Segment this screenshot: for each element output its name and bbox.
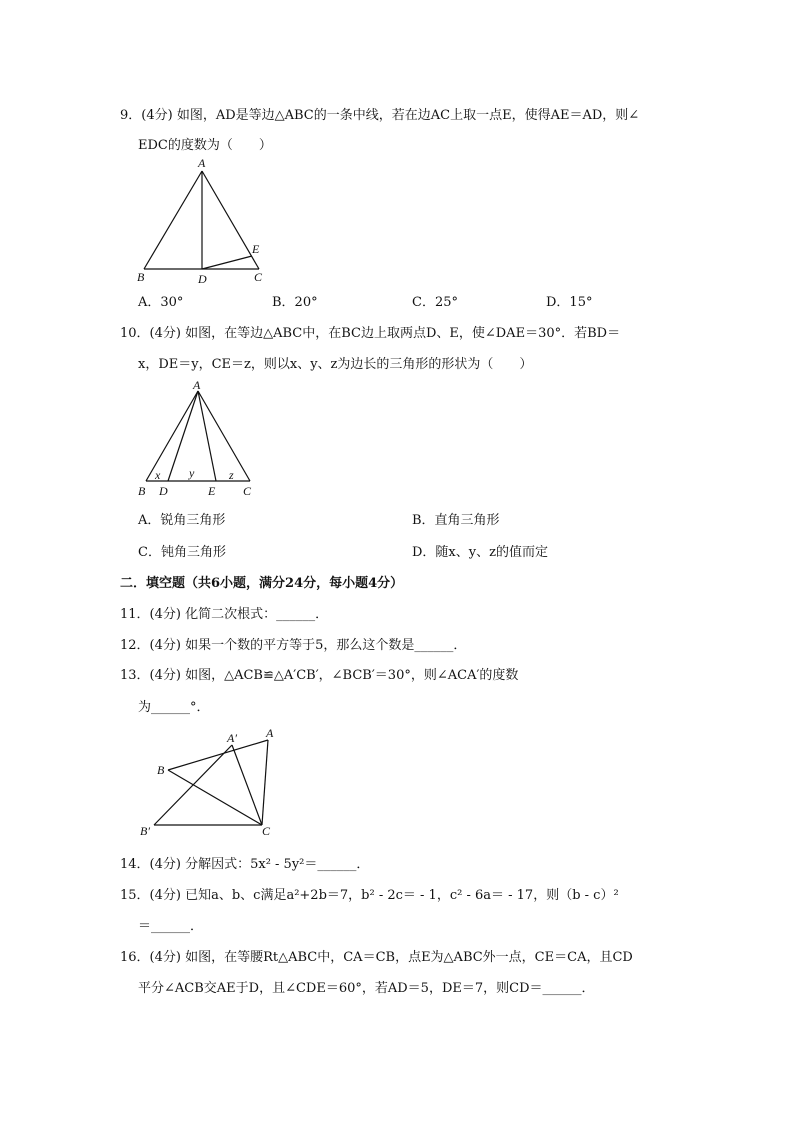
q13-text-line1: 13．(4分) 如图，△ACB≌△A′CB′，∠BCB′＝30°，则∠ACA′的度数 (120, 668, 519, 683)
q9-edge-ab (144, 171, 202, 269)
q16-text-line1: 16．(4分) 如图，在等腰Rt△ABC中，CA＝CB，点E为△ABC外一点，CE＝CA，且CD (120, 950, 633, 965)
q10-option-a: A．锐角三角形 (138, 513, 226, 528)
q10-label-y: y (189, 466, 195, 480)
q10-edge-ac (198, 391, 250, 481)
q9-option-c: C．25° (412, 295, 458, 310)
q10-label-e: E (208, 484, 216, 498)
q14-text: 14．(4分) 分解因式：5x² - 5y²＝______． (120, 857, 370, 872)
q9-text-line2: EDC的度数为（ ） (138, 138, 272, 153)
q9-figure (132, 155, 282, 290)
q10-text-line2: x，DE＝y，CE＝z，则以x、y、z为边长的三角形的形状为（ ） (138, 357, 533, 372)
q13-edge-ba (168, 740, 268, 770)
q10-option-c: C．钝角三角形 (138, 545, 226, 560)
q11-text: 11．(4分) 化简二次根式：______． (120, 607, 329, 622)
q13-label-b-prime: B′ (140, 824, 150, 838)
q13-edge-b-prime-a-prime (154, 745, 232, 825)
q9-label-e: E (252, 242, 260, 256)
q9-label-a: A (198, 156, 206, 170)
q9-text-line1: 9．(4分) 如图，AD是等边△ABC的一条中线，若在边AC上取一点E，使得AE＝AD，则∠ (120, 108, 640, 123)
q13-edge-a-prime-c (232, 745, 262, 825)
q10-figure (132, 375, 267, 500)
q9-option-a: A．30° (138, 295, 184, 310)
q10-option-b: B．直角三角形 (412, 513, 500, 528)
q10-label-z: z (229, 468, 234, 482)
q10-label-a: A (193, 378, 201, 392)
q13-label-a: A (266, 726, 274, 740)
q15-text-line2: ＝______． (138, 919, 204, 934)
q9-edge-ac (202, 171, 259, 269)
q10-option-d: D．随x、y、z的值而定 (412, 545, 548, 560)
q13-label-c: C (262, 824, 271, 838)
q9-segment-de (202, 256, 252, 269)
q10-label-c: C (243, 484, 252, 498)
q16-text-line2: 平分∠ACB交AE于D，且∠CDE＝60°，若AD＝5，DE＝7，则CD＝______． (138, 981, 595, 996)
q13-label-a-prime: A′ (227, 731, 237, 745)
q10-text-line1: 10．(4分) 如图，在等边△ABC中，在BC边上取两点D、E，使∠DAE＝30°．若BD＝ (120, 326, 621, 341)
q9-option-d: D．15° (546, 295, 593, 310)
q9-label-c: C (254, 270, 263, 284)
q10-segment-ae (198, 391, 216, 481)
q10-label-b: B (138, 484, 146, 498)
q13-figure (132, 725, 292, 840)
q10-label-x: x (155, 468, 161, 482)
q9-option-b: B．20° (272, 295, 318, 310)
q9-label-d: D (198, 272, 207, 286)
q9-label-b: B (137, 270, 145, 284)
q13-edge-bc (168, 770, 262, 825)
q13-edge-ac (262, 740, 268, 825)
section-fill-in-header: 二．填空题（共6小题，满分24分，每小题4分） (120, 576, 404, 591)
q12-text: 12．(4分) 如果一个数的平方等于5，那么这个数是______． (120, 638, 467, 653)
q13-label-b: B (157, 763, 165, 777)
q10-label-d: D (159, 484, 168, 498)
q13-text-line2: 为______°． (138, 700, 210, 715)
q15-text-line1: 15．(4分) 已知a、b、c满足a²+2b＝7，b² - 2c＝ - 1，c² - 6a＝ - 17，则（b - c）² (120, 888, 619, 903)
